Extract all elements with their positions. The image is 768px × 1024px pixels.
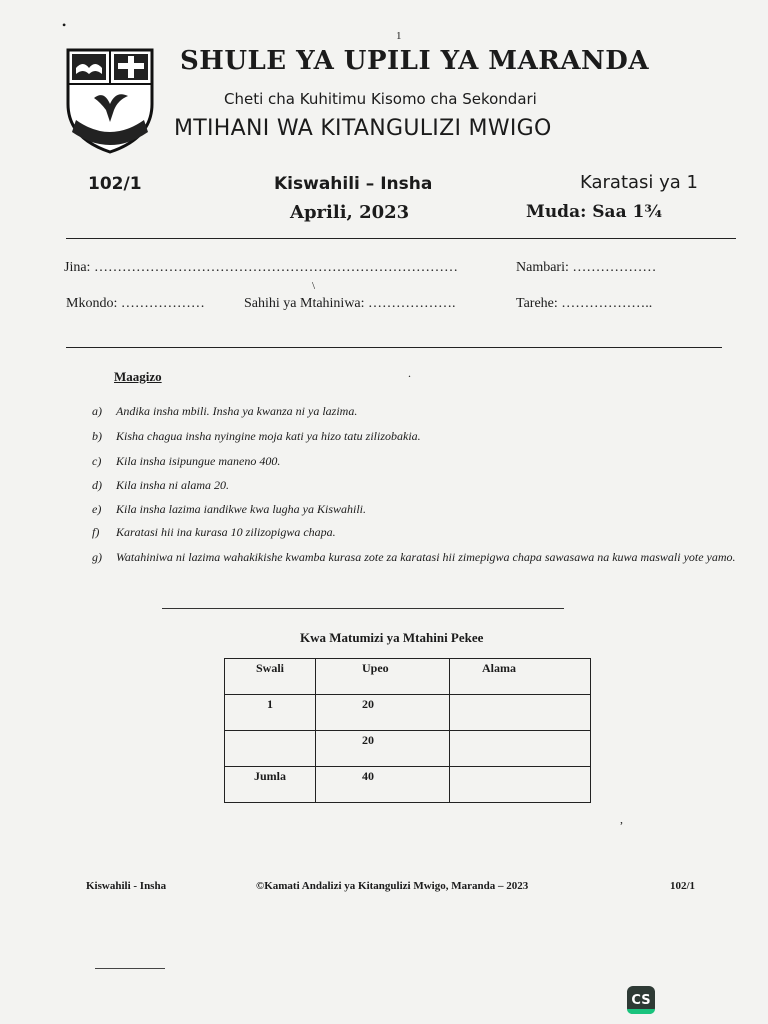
instruction-label: g): [92, 550, 102, 564]
stray-mark: \: [312, 280, 316, 292]
exam-duration: Muda: Saa 1¾: [526, 202, 663, 222]
school-crest-logo: [64, 46, 156, 156]
header-text: Alama: [482, 661, 516, 675]
stray-mark: .: [408, 366, 411, 380]
table-header-cell: [450, 659, 591, 695]
table-cell: [316, 731, 450, 767]
exam-title: MTIHANI WA KITANGULIZI MWIGO: [174, 116, 552, 141]
signature-field[interactable]: Sahihi ya Mtahiniwa: ……………….: [244, 296, 456, 311]
name-field[interactable]: Jina: ……………………………………………………………………: [64, 260, 458, 275]
table-header-cell: [316, 659, 450, 695]
badge-label: CS: [631, 992, 651, 1008]
instruction-text: Kila insha isipungue maneno 400.: [116, 454, 281, 468]
instruction-text: Andika insha mbili. Insha ya kwanza ni ya lazima.: [116, 404, 358, 418]
instruction-item: [92, 474, 742, 496]
table-cell: 1: [225, 695, 316, 731]
table-cell: [225, 731, 316, 767]
subject-title: Kiswahili – Insha: [274, 174, 433, 194]
instruction-text: Kila insha ni alama 20.: [116, 478, 230, 492]
badge-accent-bar: [627, 1009, 655, 1014]
stray-mark: ,: [620, 812, 623, 826]
table-row: [225, 767, 591, 803]
table-header-cell: Swali: [225, 659, 316, 695]
instruction-item: [92, 450, 742, 472]
certificate-subtitle: Cheti cha Kuhitimu Kisomo cha Sekondari: [224, 90, 537, 108]
footer-subject: Kiswahili - Insha: [86, 880, 167, 892]
table-row: [225, 695, 591, 731]
camscanner-badge-icon: [627, 986, 655, 1014]
instruction-item: [92, 546, 742, 568]
footer-code: 102/1: [670, 880, 696, 892]
instruction-label: f): [92, 525, 100, 539]
table-header-row: [225, 659, 591, 695]
cell-text: 40: [362, 769, 374, 783]
instruction-item: [92, 498, 742, 520]
cell-text: [456, 769, 482, 783]
divider-short: [162, 608, 564, 609]
paper-number: Karatasi ya 1: [580, 172, 698, 193]
paper-code: 102/1: [88, 174, 142, 194]
cell-text: [456, 697, 482, 711]
exam-date: Aprili, 2023: [290, 202, 410, 223]
cell-text: 20: [362, 733, 374, 747]
divider-middle: [66, 347, 722, 348]
score-entry-cell[interactable]: [450, 731, 591, 767]
instruction-item: [92, 400, 742, 422]
score-table-caption: Kwa Matumizi ya Mtahini Pekee: [300, 630, 484, 645]
table-cell: [316, 767, 450, 803]
school-name: SHULE YA UPILI YA MARANDA: [180, 46, 650, 76]
instructions-heading: Maagizo: [114, 369, 162, 384]
instruction-text: Kisha chagua insha nyingine moja kati ya hizo tatu zilizobakia.: [116, 429, 421, 443]
date-field[interactable]: Tarehe: ………………..: [516, 296, 653, 311]
instruction-text: Watahiniwa ni lazima wahakikishe kwamba kurasa zote za karatasi hii zimepigwa chapa sawasawa na kuwa maswali yote yamo.: [116, 550, 736, 564]
score-entry-cell[interactable]: [450, 767, 591, 803]
number-field[interactable]: Nambari: ………………: [516, 260, 657, 275]
score-entry-cell[interactable]: [450, 695, 591, 731]
instruction-item: [92, 521, 742, 543]
divider-footer: [95, 968, 165, 969]
instruction-item: [92, 425, 742, 447]
instruction-text: Karatasi hii ina kurasa 10 zilizopigwa chapa.: [116, 525, 336, 539]
divider-top: [66, 238, 736, 239]
cell-text: 20: [362, 697, 374, 711]
table-cell: Jumla: [225, 767, 316, 803]
instruction-label: b): [92, 429, 102, 443]
stream-field[interactable]: Mkondo: ………………: [66, 296, 205, 311]
stray-mark: •: [62, 18, 67, 32]
instruction-text: Kila insha lazima iandikwe kwa lugha ya Kiswahili.: [116, 502, 367, 516]
table-cell: [316, 695, 450, 731]
instruction-label: d): [92, 478, 102, 492]
footer-copyright: ©Kamati Andalizi ya Kitangulizi Mwigo, Maranda – 2023: [256, 880, 529, 892]
instruction-label: c): [92, 454, 102, 468]
header-text: Upeo: [362, 661, 389, 675]
table-row: [225, 731, 591, 767]
cell-text: [456, 733, 482, 747]
score-table: [224, 658, 591, 803]
instruction-label: e): [92, 502, 102, 516]
instruction-label: a): [92, 404, 102, 418]
page-number: 1: [396, 30, 402, 42]
